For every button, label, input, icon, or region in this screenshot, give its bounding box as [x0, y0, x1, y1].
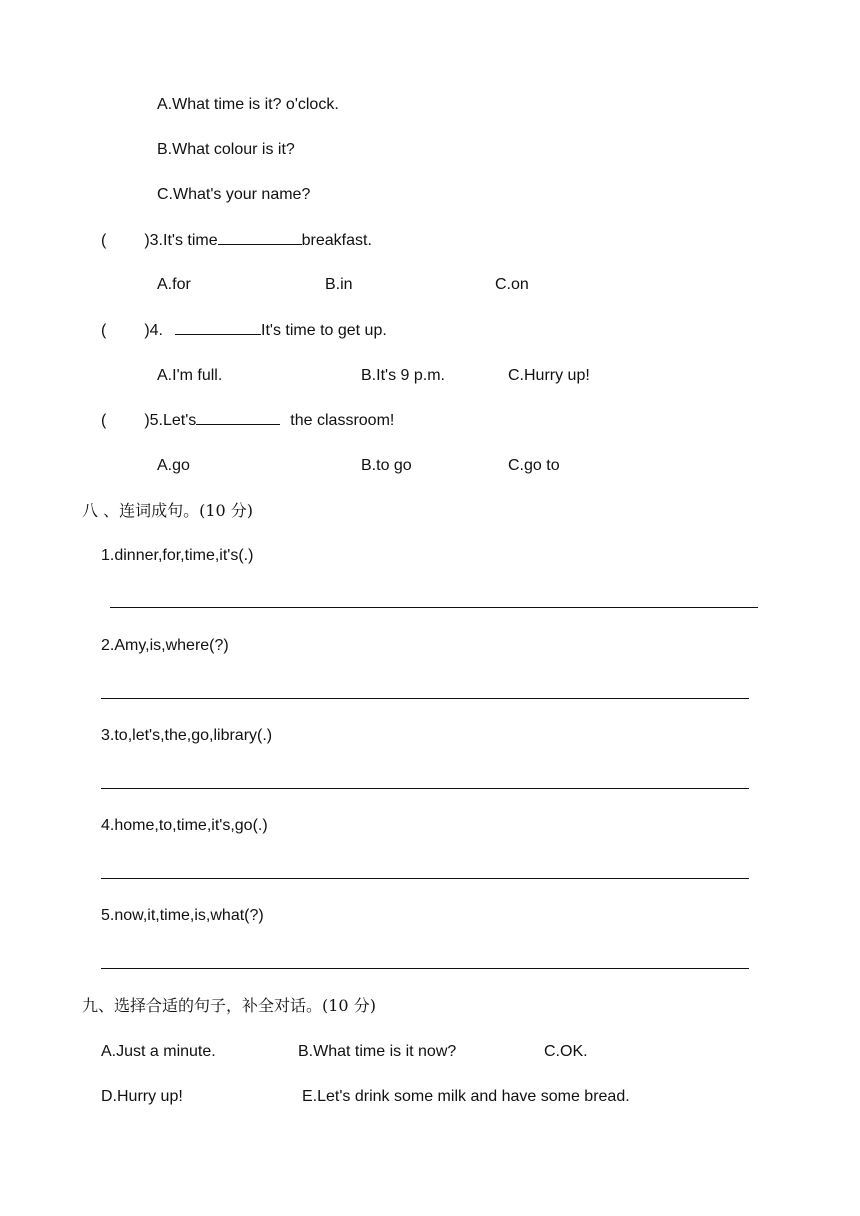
q3-option-c: C.on	[495, 276, 529, 293]
q3-blank	[218, 230, 302, 245]
q5-option-b: B.to go	[361, 457, 412, 474]
q4-stem	[101, 320, 387, 341]
q4-option-b: B.It's 9 p.m.	[361, 367, 445, 384]
q3-stem	[101, 230, 372, 251]
q4-blank	[175, 320, 261, 335]
q4-number-text: )4.	[144, 322, 163, 339]
answer-line-5[interactable]	[101, 968, 749, 969]
dialogue-option-c: C.OK.	[544, 1043, 588, 1060]
dialogue-option-e: E.Let's drink some milk and have some bread.	[302, 1088, 630, 1105]
answer-line-2[interactable]	[101, 698, 749, 699]
section-9-heading: 九、选择合适的句子，补全对话。(10 分)	[82, 996, 376, 1015]
q5-blank	[196, 410, 280, 425]
sentence-item-4: 4.home,to,time,it's,go(.)	[101, 817, 268, 834]
q3-option-a: A.for	[157, 276, 191, 293]
q4-after-text: It's time to get up.	[261, 322, 387, 339]
q3-option-b: B.in	[325, 276, 353, 293]
q5-stem	[101, 410, 394, 431]
answer-line-1[interactable]	[110, 607, 758, 608]
sentence-item-3: 3.to,let's,the,go,library(.)	[101, 727, 273, 744]
q4-open-paren: (	[101, 322, 107, 339]
q2-option-a: A.What time is it? o'clock.	[157, 96, 339, 113]
answer-line-4[interactable]	[101, 878, 749, 879]
q4-option-a: A.I'm full.	[157, 367, 223, 384]
dialogue-option-a: A.Just a minute.	[101, 1043, 216, 1060]
q5-open-paren: (	[101, 412, 107, 429]
q4-option-c: C.Hurry up!	[508, 367, 590, 384]
q5-after-text: the classroom!	[290, 412, 395, 429]
q5-option-a: A.go	[157, 457, 190, 474]
dialogue-option-d: D.Hurry up!	[101, 1088, 183, 1105]
q5-option-c: C.go to	[508, 457, 560, 474]
sentence-item-2: 2.Amy,is,where(?)	[101, 637, 229, 654]
q3-after-text: breakfast.	[301, 232, 372, 249]
sentence-item-1: 1.dinner,for,time,it's(.)	[101, 547, 254, 564]
dialogue-option-b: B.What time is it now?	[298, 1043, 457, 1060]
q3-number-text: )3.It's time	[144, 232, 218, 249]
q2-option-c: C.What's your name?	[157, 186, 311, 203]
q5-number-text: )5.Let's	[144, 412, 197, 429]
answer-line-3[interactable]	[101, 788, 749, 789]
section-8-heading: 八 、连词成句。(10 分)	[82, 501, 254, 520]
sentence-item-5: 5.now,it,time,is,what(?)	[101, 907, 264, 924]
q2-option-b: B.What colour is it?	[157, 141, 295, 158]
q3-open-paren: (	[101, 232, 107, 249]
